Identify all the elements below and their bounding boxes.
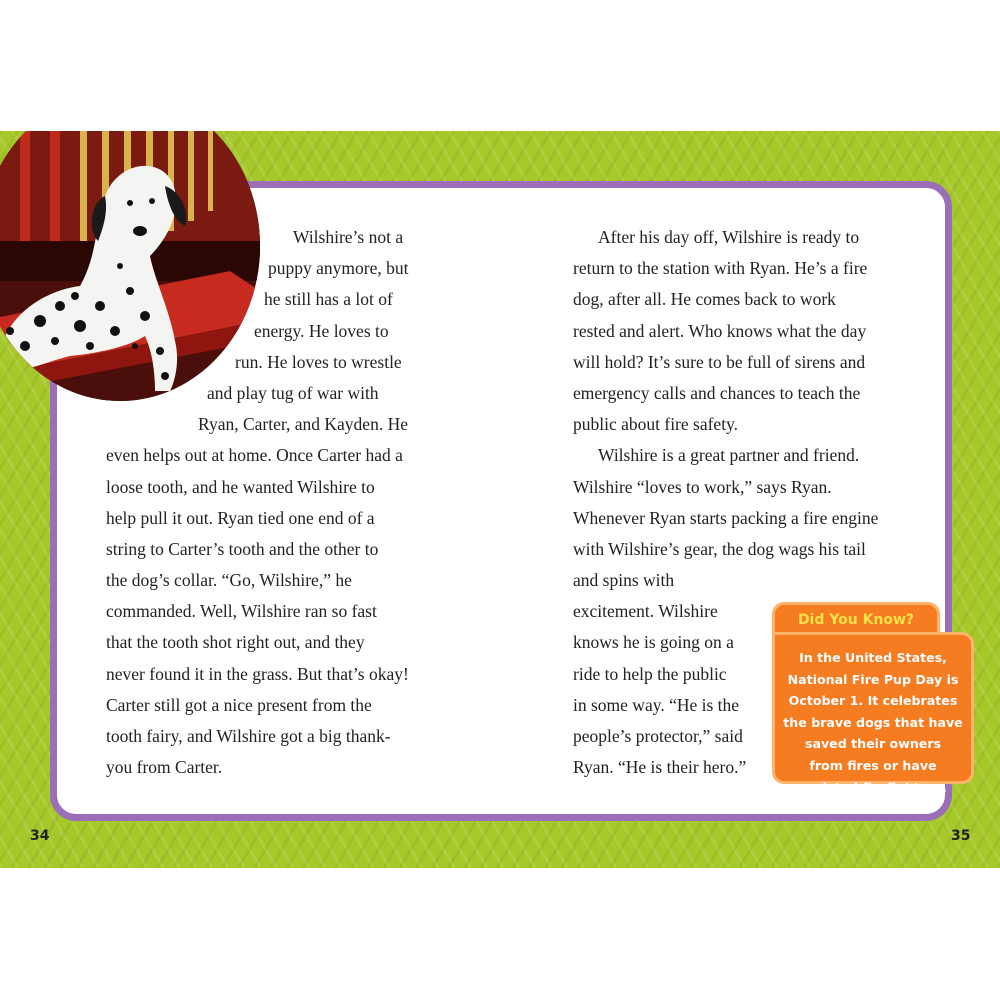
text-line: run. He loves to wrestle (235, 351, 402, 372)
callout-line: October 1. It celebrates (788, 693, 958, 709)
text-line: will hold? It’s sure to be full of sirens and (573, 351, 866, 372)
page-number-left: 34 (30, 828, 50, 844)
text-line: even helps out at home. Once Carter had a (106, 445, 403, 466)
text-line: you from Carter. (106, 757, 223, 778)
did-you-know-callout (772, 602, 974, 795)
text-line: the dog’s collar. “Go, Wilshire,” he (106, 570, 352, 591)
callout-body (772, 632, 974, 795)
text-line: that the tooth shot right out, and they (106, 632, 365, 653)
callout-line: assisted firefighters. (799, 779, 947, 795)
left-page-text (106, 222, 436, 783)
text-line: he still has a lot of (264, 289, 393, 310)
text-line: Ryan, Carter, and Kayden. He (198, 414, 408, 435)
text-line: loose tooth, and he wanted Wilshire to (106, 476, 375, 497)
text-line: public about fire safety. (573, 414, 739, 435)
text-line: in some way. “He is the (573, 694, 740, 715)
text-line: and spins with (573, 570, 675, 591)
text-line: Ryan. “He is their hero.” (573, 757, 747, 778)
page-number-right: 35 (951, 828, 971, 844)
text-line: and play tug of war with (207, 382, 379, 403)
text-line: never found it in the grass. But that’s okay! (106, 663, 409, 684)
text-line: rested and alert. Who knows what the day (573, 320, 867, 341)
text-line: energy. He loves to (254, 320, 389, 341)
text-line: knows he is going on a (573, 632, 734, 653)
text-line: Wilshire’s not a (293, 227, 404, 247)
text-line: with Wilshire’s gear, the dog wags his tail (573, 538, 866, 559)
text-line: Carter still got a nice present from the (106, 694, 372, 715)
callout-line: In the United States, (799, 650, 947, 665)
text-line: tooth fairy, and Wilshire got a big thank- (106, 726, 391, 746)
text-line: excitement. Wilshire (573, 601, 718, 622)
text-line: Wilshire is a great partner and friend. (598, 445, 860, 466)
text-line: Wilshire “loves to work,” says Ryan. (573, 476, 832, 497)
text-line: emergency calls and chances to teach the (573, 382, 861, 403)
text-line: help pull it out. Ryan tied one end of a (106, 507, 375, 528)
text-line: string to Carter’s tooth and the other to (106, 538, 379, 559)
text-line: commanded. Well, Wilshire ran so fast (106, 601, 377, 622)
text-line: After his day off, Wilshire is ready to (598, 227, 860, 247)
callout-line: National Fire Pup Day is (787, 671, 959, 687)
callout-line: the brave dogs that have (783, 714, 963, 730)
text-line: dog, after all. He comes back to work (573, 289, 836, 310)
callout-line: saved their owners (804, 736, 942, 752)
callout-line: from fires or have (809, 757, 937, 773)
callout-title: Did You Know? (772, 602, 940, 636)
text-line: return to the station with Ryan. He’s a fire (573, 258, 868, 279)
text-line: Whenever Ryan starts packing a fire engine (573, 507, 879, 528)
text-line: people’s protector,” said (573, 726, 743, 746)
text-line: puppy anymore, but (268, 258, 409, 279)
text-line: ride to help the public (573, 663, 727, 684)
